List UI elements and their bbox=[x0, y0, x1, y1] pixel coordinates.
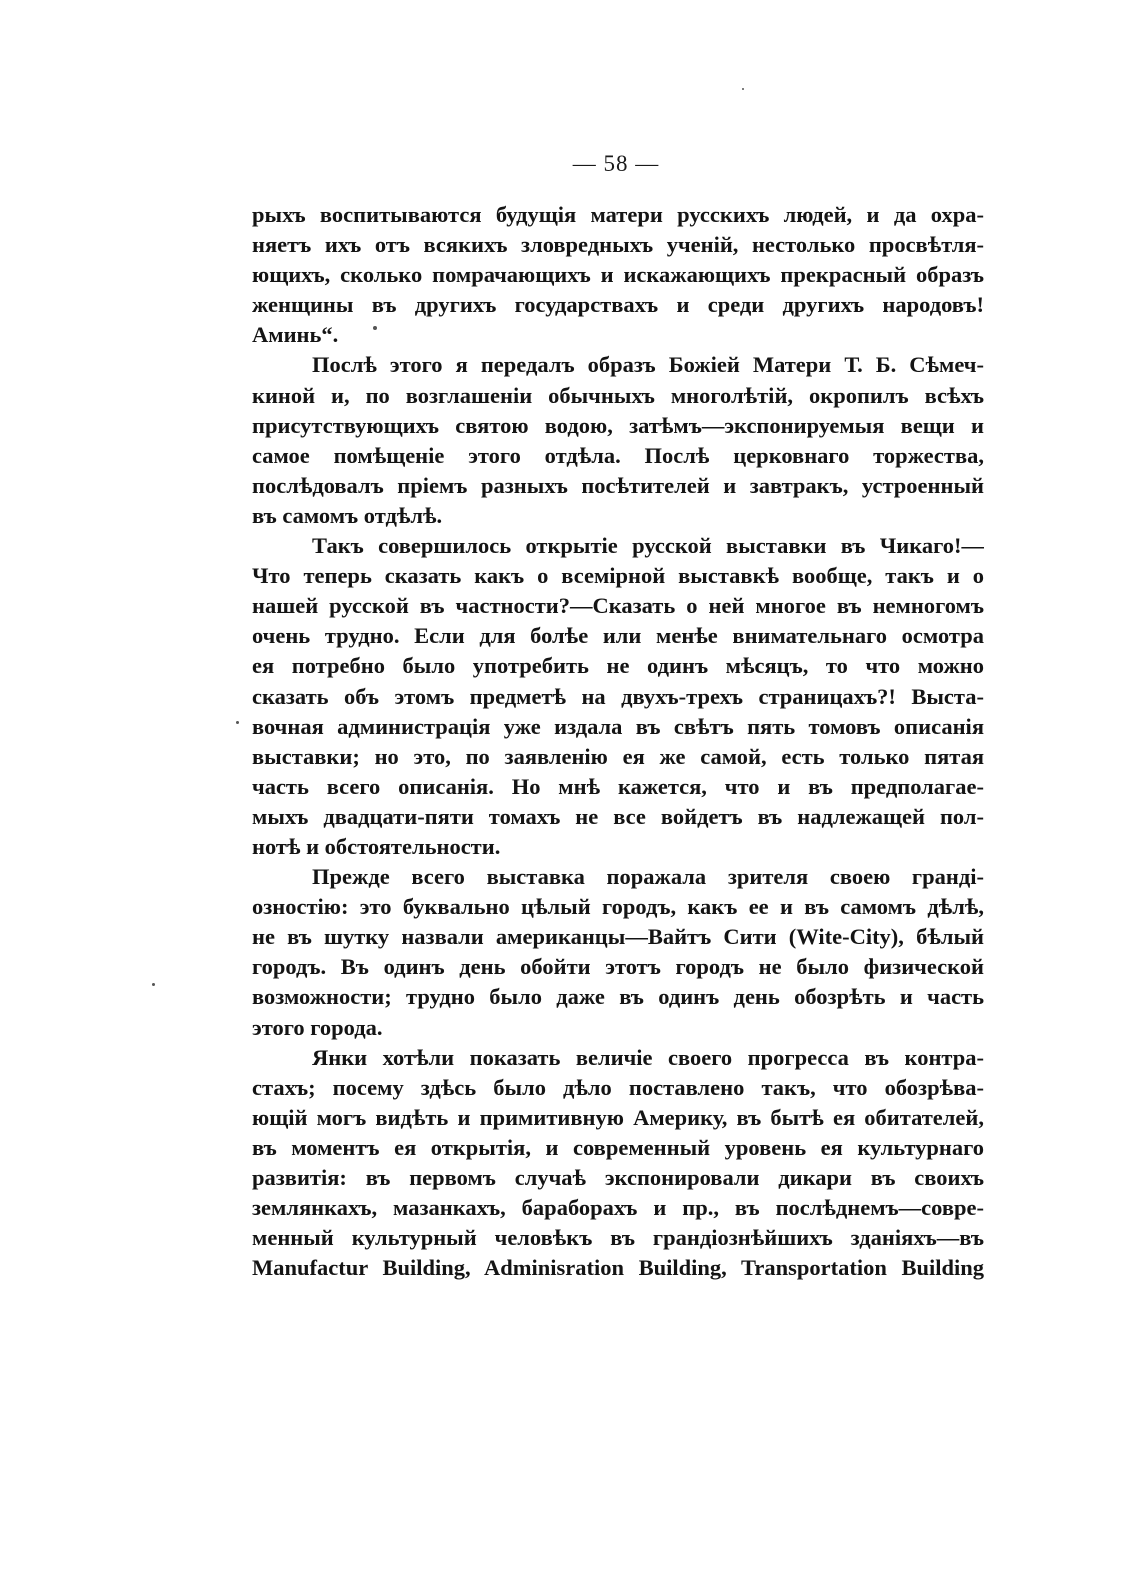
text-line: ющій могъ видѣть и примитивную Америку, въ бытѣ ея обитателей, bbox=[252, 1104, 984, 1130]
body-text bbox=[252, 200, 984, 1283]
text-line: Прежде всего выставка поражала зрителя своею грандi- bbox=[312, 864, 984, 890]
paragraph-3 bbox=[252, 531, 984, 862]
text-line: очень трудно. Если для болѣе или менѣе внимательнаго осмотра bbox=[252, 623, 984, 649]
text-line: стахъ; посему здѣсь было дѣло поставлено такъ, что обозрѣва- bbox=[252, 1074, 984, 1100]
text-line: менный культурный человѣкъ въ грандіознѣйшихъ зданіяхъ—въ bbox=[252, 1225, 984, 1251]
text-line: сказать объ этомъ предметѣ на двухъ-трехъ страницахъ?! Выста- bbox=[252, 683, 984, 709]
paragraph-4 bbox=[252, 862, 984, 1043]
text-line: киной и, по возглашеніи обычныхъ многолѣтій, окропилъ всѣхъ bbox=[252, 382, 984, 408]
text-line: ющихъ, сколько помрачающихъ и искажающихъ прекрасный образъ bbox=[252, 262, 984, 288]
scan-speck bbox=[152, 983, 155, 986]
text-line: не въ шутку назвали американцы—Вайтъ Сити (Wite-City), бѣлый bbox=[252, 924, 984, 950]
paragraph-5 bbox=[252, 1043, 984, 1284]
text-line: въ самомъ отдѣлѣ. bbox=[252, 502, 443, 528]
text-line: нотѣ и обстоятельности. bbox=[252, 833, 501, 859]
text-line: часть всего описанія. Но мнѣ кажется, что и въ предполагае- bbox=[252, 773, 984, 799]
text-line: возможности; трудно было даже въ одинъ день обозрѣть и часть bbox=[252, 984, 984, 1010]
text-line: выставки; но это, по заявленію ея же самой, есть только пятая bbox=[252, 743, 984, 769]
text-line: ея потребно было употребить не одинъ мѣсяцъ, то что можно bbox=[252, 653, 984, 679]
text-line: Аминь“. bbox=[252, 322, 339, 348]
text-line: послѣдовалъ пріемъ разныхъ посѣтителей и завтракъ, устроенный bbox=[252, 472, 984, 498]
text-line: Такъ совершилось открытіе русской выставки въ Чикаго!— bbox=[312, 533, 984, 559]
paragraph-1 bbox=[252, 200, 984, 350]
text-line: рыхъ воспитываются будущія матери русскихъ людей, и да охра- bbox=[252, 202, 984, 227]
page-number: — 58 — bbox=[572, 151, 660, 176]
text-line: Послѣ этого я передалъ образъ Божіей Матери Т. Б. Сѣмеч- bbox=[312, 352, 984, 378]
text-line: землянкахъ, мазанкахъ, бараборахъ и пр., въ послѣднемъ—совре- bbox=[252, 1195, 984, 1221]
text-line: вочная администрація уже издала въ свѣтъ пять томовъ описанія bbox=[252, 713, 984, 739]
text-line: присутствующихъ святою водою, затѣмъ—экспонируемыя вещи и bbox=[252, 412, 984, 438]
scan-speck bbox=[742, 88, 744, 90]
text-line: Янки хотѣли показать величіе своего прогресса въ контра- bbox=[312, 1044, 984, 1070]
text-line: городъ. Въ одинъ день обойти этотъ городъ не было физической bbox=[252, 954, 984, 980]
text-line: самое помѣщеніе этого отдѣла. Послѣ церковнаго торжества, bbox=[252, 442, 984, 468]
scan-speck bbox=[236, 721, 239, 724]
text-line: въ моментъ ея открытія, и современный уровень ея культурнаго bbox=[252, 1134, 984, 1160]
text-line: развитія: въ первомъ случаѣ экспонировали дикари въ своихъ bbox=[252, 1165, 984, 1190]
text-line: женщины въ другихъ государствахъ и среди другихъ народовъ! bbox=[252, 292, 984, 318]
text-line: мыхъ двадцати-пяти томахъ не все войдетъ въ надлежащей пол- bbox=[252, 803, 984, 829]
paragraph-2 bbox=[252, 350, 984, 531]
text-line: озностію: это буквально цѣлый городъ, какъ ее и въ самомъ дѣлѣ, bbox=[252, 894, 984, 920]
text-line: Manufactur Building, Adminisration Building, Transportation Building bbox=[252, 1255, 984, 1281]
text-line: няетъ ихъ отъ всякихъ зловредныхъ ученій, нестолько просвѣтля- bbox=[252, 232, 984, 258]
text-line: этого города. bbox=[252, 1014, 383, 1040]
text-line: Что теперь сказать какъ о всемірной выставкѣ вообще, такъ и о bbox=[252, 563, 984, 589]
text-line: нашей русской въ частности?—Сказать о ней многое въ немногомъ bbox=[252, 593, 984, 619]
